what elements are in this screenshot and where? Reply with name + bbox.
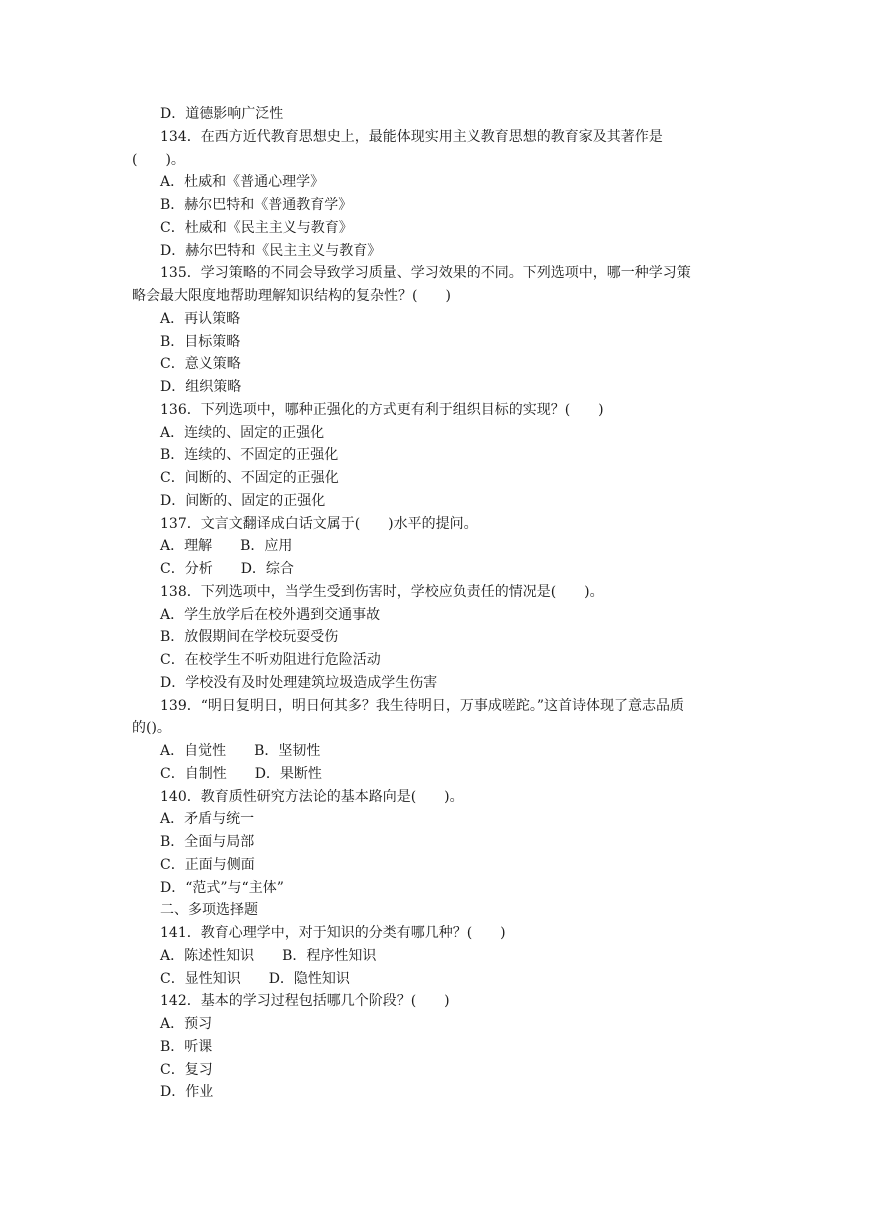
text-line: A．自觉性 B．坚韧性	[160, 743, 321, 759]
text-line: 137．文言文翻译成白话文属于( )水平的提问。	[160, 515, 478, 532]
text-line: C．间断的、不固定的正强化	[160, 470, 339, 486]
text-line: D．道德影响广泛性	[160, 106, 284, 122]
text-line: 142．基本的学习过程包括哪几个阶段？( )	[160, 993, 450, 1010]
text-line: B．赫尔巴特和《普通教育学》	[160, 197, 353, 213]
text-line: C．正面与侧面	[160, 856, 255, 873]
text-line: A．理解 B．应用	[160, 538, 293, 555]
text-line: 138．下列选项中，当学生受到伤害时，学校应负责任的情况是( )。	[160, 583, 604, 600]
text-line: C．自制性 D．果断性	[160, 765, 322, 782]
text-line: B．目标策略	[160, 333, 241, 350]
text-line: C．意义策略	[160, 356, 241, 373]
text-line: 略会最大限度地帮助理解知识结构的复杂性？( )	[132, 288, 451, 304]
text-line: 的()。	[132, 720, 171, 737]
text-line: A．预习	[160, 1016, 213, 1032]
text-line: C．复习	[160, 1061, 213, 1078]
text-line: 136．下列选项中，哪种正强化的方式更有利于组织目标的实现？( )	[160, 401, 604, 418]
document-body	[132, 103, 740, 1104]
text-line: C．显性知识 D．隐性知识	[160, 970, 350, 987]
text-line: 134．在西方近代教育思想史上，最能体现实用主义教育思想的教育家及其著作是	[160, 128, 663, 145]
text-line: A．连续的、固定的正强化	[160, 424, 325, 441]
text-line: D．“范式”与“主体”	[160, 879, 284, 896]
text-line: D．学校没有及时处理建筑垃圾造成学生伤害	[160, 674, 438, 691]
text-line: 140．教育质性研究方法论的基本路向是( )。	[160, 788, 464, 805]
text-line: A．陈述性知识 B．程序性知识	[160, 947, 377, 964]
text-line: D．间断的、固定的正强化	[160, 492, 326, 509]
text-line: 139．“明日复明日，明日何其多？我生待明日，万事成嗟跎。”这首诗体现了意志品质	[160, 697, 685, 714]
text-line: A．矛盾与统一	[160, 811, 255, 828]
text-line: 141．教育心理学中，对于知识的分类有哪几种？( )	[160, 925, 506, 941]
text-line: C．在校学生不听劝阻进行危险活动	[160, 652, 381, 668]
text-line: 135．学习策略的不同会导致学习质量、学习效果的不同。下列选项中，哪一种学习策	[160, 265, 691, 282]
text-line: B．听课	[160, 1038, 213, 1055]
text-line: 二、多项选择题	[160, 902, 258, 919]
text-line: D．组织策略	[160, 379, 242, 395]
text-line: A．学生放学后在校外遇到交通事故	[160, 606, 381, 623]
text-line: C．杜威和《民主主义与教育》	[160, 219, 353, 236]
text-line: B．全面与局部	[160, 834, 255, 850]
text-line: D．作业	[160, 1084, 214, 1101]
text-line: D．赫尔巴特和《民主主义与教育》	[160, 242, 382, 259]
text-line: B．放假期间在学校玩耍受伤	[160, 629, 339, 646]
text-line: A．再认策略	[160, 310, 241, 327]
text-line: ( )。	[132, 151, 185, 168]
text-line: B．连续的、不固定的正强化	[160, 447, 339, 464]
text-line: C．分析 D．综合	[160, 561, 294, 577]
text-line: A．杜威和《普通心理学》	[160, 174, 325, 191]
